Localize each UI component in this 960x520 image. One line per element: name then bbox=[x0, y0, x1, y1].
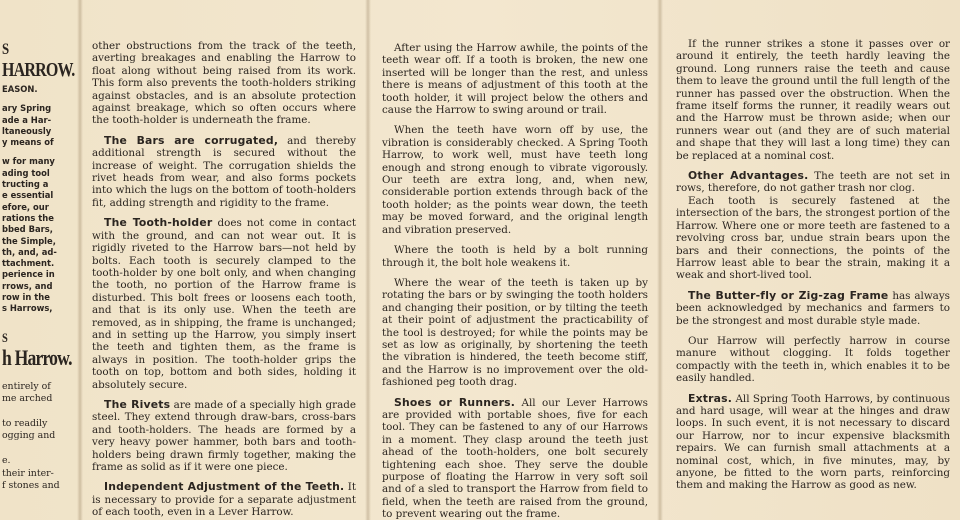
body-rivets: are made of a specially high grade steel. They extend through draw-bars, cross-bars and tooth-holders. The heads are formed by a very heavy power hammer, both bars and tooth-holders being drawn firmly together, making the frame as solid as if it were one piece. bbox=[92, 398, 356, 473]
body-adjustment: It is necessary to provide for a separate adjustment of each tooth, even in a Lever Harrow. bbox=[92, 481, 356, 519]
frag: y means of bbox=[2, 137, 54, 148]
frag: ltaneously bbox=[2, 125, 52, 136]
heading-adjustment: Independent Adjustment of the Teeth. bbox=[104, 480, 345, 494]
frag: rrows, and bbox=[2, 280, 53, 291]
paragraph-shoes bbox=[382, 397, 648, 520]
paragraph-vibration: When the teeth have worn off by use, the vibration is considerably checked. A Spring Tooth Harrow, to work well, must have teeth long enough and strong enough to vibrate vigorously. Our teeth are extra long, and, when new, considerable portion extends through back of the tooth holder; as the points wear down, the teeth may be moved forward, and the original length and vibration preserved. bbox=[382, 124, 648, 236]
paragraph-extras bbox=[676, 393, 950, 492]
frag: ogging and bbox=[2, 430, 56, 442]
frag: w for many bbox=[2, 156, 55, 167]
heading-butterfly: The Butter-fly or Zig-zag Frame bbox=[688, 288, 889, 302]
body-extras: All Spring Tooth Harrows, by continuous and hard usage, will wear at the hinges and draw loops. In such event, it is not necessary to discard our Harrow, nor to incur expensive blacksmith repairs. We can furnish small attachments at a nominal cost, which, in five minutes, may, by anyone, be fitted to the worn parts, reinforcing them and making the Harrow as good as new. bbox=[676, 392, 950, 492]
panel-construction bbox=[82, 0, 364, 520]
paragraph-adjustment bbox=[92, 481, 356, 518]
frag: e essential bbox=[2, 190, 54, 201]
frag: entirely of bbox=[2, 380, 51, 392]
frag: rations the bbox=[2, 212, 54, 223]
frag: ade a Har- bbox=[2, 114, 52, 125]
frag: ading tool bbox=[2, 167, 50, 178]
paragraph-bars bbox=[92, 135, 356, 209]
frag: ary Spring bbox=[2, 103, 52, 114]
body-tooth-holder: does not come in contact with the ground, and can not wear out. It is rigidly riveted to the Harrow bars—not held by bolts. Each tooth is securely clamped to the tooth-holder by one bolt only, and when changing the tooth, no portion of the Harrow frame is disturbed. This bolt frees or loosens each tooth, and that is its only use. When the teeth are removed, as in shipping, the frame is unchanged; and in setting up the Harrow, you simply insert the teeth and tighten them, as the frame is always in position. The tooth-holder grips the tooth on top, bottom and both sides, holding it absolutely secure. bbox=[92, 217, 357, 391]
body-butterfly: has always been acknowledged by mechanics and farmers to be the strongest and most durable style made. bbox=[676, 289, 950, 327]
heading-other-advantages: Other Advantages. bbox=[688, 169, 809, 183]
paragraph-bolt-hole: Where the tooth is held by a bolt running through it, the bolt hole weakens it. bbox=[382, 244, 648, 269]
paragraph-other-advantages bbox=[676, 170, 950, 195]
frag: efore, our bbox=[2, 201, 49, 212]
body-shoes: All our Lever Harrows are provided with portable shoes, five for each tool. They can be fastened to any of our Harrows in a moment. They clasp around the teeth just ahead of the tooth-holders, one bolt securely tightening each shoe. They serve the double purpose of floating the Harrow in very soft soil and of a sled to transport the Harrow from field to field, when the teeth are raised from the ground, to prevent wearing out the frame. bbox=[382, 396, 648, 520]
paragraph-butterfly bbox=[676, 290, 950, 327]
frag: f stones and bbox=[2, 480, 60, 492]
paragraph-teeth-wear: After using the Harrow awhile, the points of the teeth wear off. If a tooth is broken, the new one inserted will be longer than the rest, and unless there is means of adjustment of this tooth at the tooth holder, it will project below the others and cause the Harrow to swing around or trail. bbox=[382, 42, 648, 117]
heading-rivets: The Rivets bbox=[104, 397, 171, 411]
frag: ttachment. bbox=[2, 258, 55, 269]
fragment-s: S bbox=[2, 41, 9, 58]
panel-advantages bbox=[662, 0, 958, 520]
body-other-advantages: The teeth are not set in rows, therefore, do not gather trash nor clog. bbox=[676, 170, 950, 195]
heading-bars: The Bars are corrugated, bbox=[104, 133, 279, 147]
paragraph-rotating-bars: Where the wear of the teeth is taken up by rotating the bars or by swinging the tooth holders and changing their position, or by tilting the teeth at their point of adjustment the practicability of the tool is destroyed; for while the points may be set as low as originally, by shortening the teeth the vibration is hindered, the teeth become stiff, and the Harrow is no improvement over the old-fashioned peg tooth drag. bbox=[382, 276, 648, 389]
frag: perience in bbox=[2, 269, 55, 280]
panel-teeth bbox=[370, 0, 656, 520]
frag: me arched bbox=[2, 393, 53, 405]
frag: tructing a bbox=[2, 179, 49, 190]
fragment-harrow-heading: HARROW. bbox=[2, 59, 75, 81]
fragment-season: EASON. bbox=[2, 84, 38, 94]
body-bars: and thereby additional strength is secured without the increase of weight. The corrugation shields the rivet heads from wear, and also forms pockets into which the lugs on the bottom of tooth-holders fit, adding strength and rigidity to the frame. bbox=[92, 134, 356, 209]
frag: the Simple, bbox=[2, 235, 56, 246]
heading-shoes: Shoes or Runners. bbox=[394, 395, 516, 409]
paragraph-tooth-holder bbox=[92, 217, 356, 391]
frag: bbed Bars, bbox=[2, 224, 53, 235]
frag: row in the bbox=[2, 292, 50, 303]
paragraph-intersection: Each tooth is securely fastened at the intersection of the bars, the strongest portion of the Harrow. Where one or more teeth are fastened to a revolving cross bar, undue strain bears upon the bars and their connections, the points of the Harrow least able to bear the strain, making it a weak and short-lived tool. bbox=[676, 194, 950, 282]
paragraph-manure: Our Harrow will perfectly harrow in course manure without clogging. It folds together compactly with the teeth in, which enables it to be easily handled. bbox=[676, 334, 950, 385]
heading-extras: Extras. bbox=[688, 391, 733, 405]
frag: their inter- bbox=[2, 467, 54, 479]
paragraph-runner: If the runner strikes a stone it passes over or around it entirely, the teeth hardly leaving the ground. Long runners raise the teeth and cause them to leave the ground until the full length of the runner has passed over the obstruction. When the frame itself forms the runner, it readily wears out and the Harrow must be thrown aside; when our runners wear out (and they are of such material and shape that they will last a long time) they can be replaced at a nominal cost. bbox=[676, 38, 950, 162]
heading-tooth-holder: The Tooth-holder bbox=[104, 216, 213, 230]
paragraph-obstructions: other obstructions from the track of the teeth, averting breakages and enabling the Harrow to float along without being raised from its work. This form also prevents the tooth-holders striking against obstacles, and is an absolute protection against breakage, which so often occurs where the tooth-holder is underneath the frame. bbox=[92, 40, 356, 127]
paragraph-rivets bbox=[92, 399, 356, 473]
frag: s Harrows, bbox=[2, 303, 53, 314]
fragment-s-2: S bbox=[2, 329, 7, 345]
frag: e. bbox=[2, 455, 11, 467]
fragment-harrow-title: h Harrow. bbox=[2, 344, 72, 370]
frag: to readily bbox=[2, 417, 48, 429]
frag: th, and, ad- bbox=[2, 246, 57, 257]
left-partial-panel bbox=[0, 0, 76, 520]
